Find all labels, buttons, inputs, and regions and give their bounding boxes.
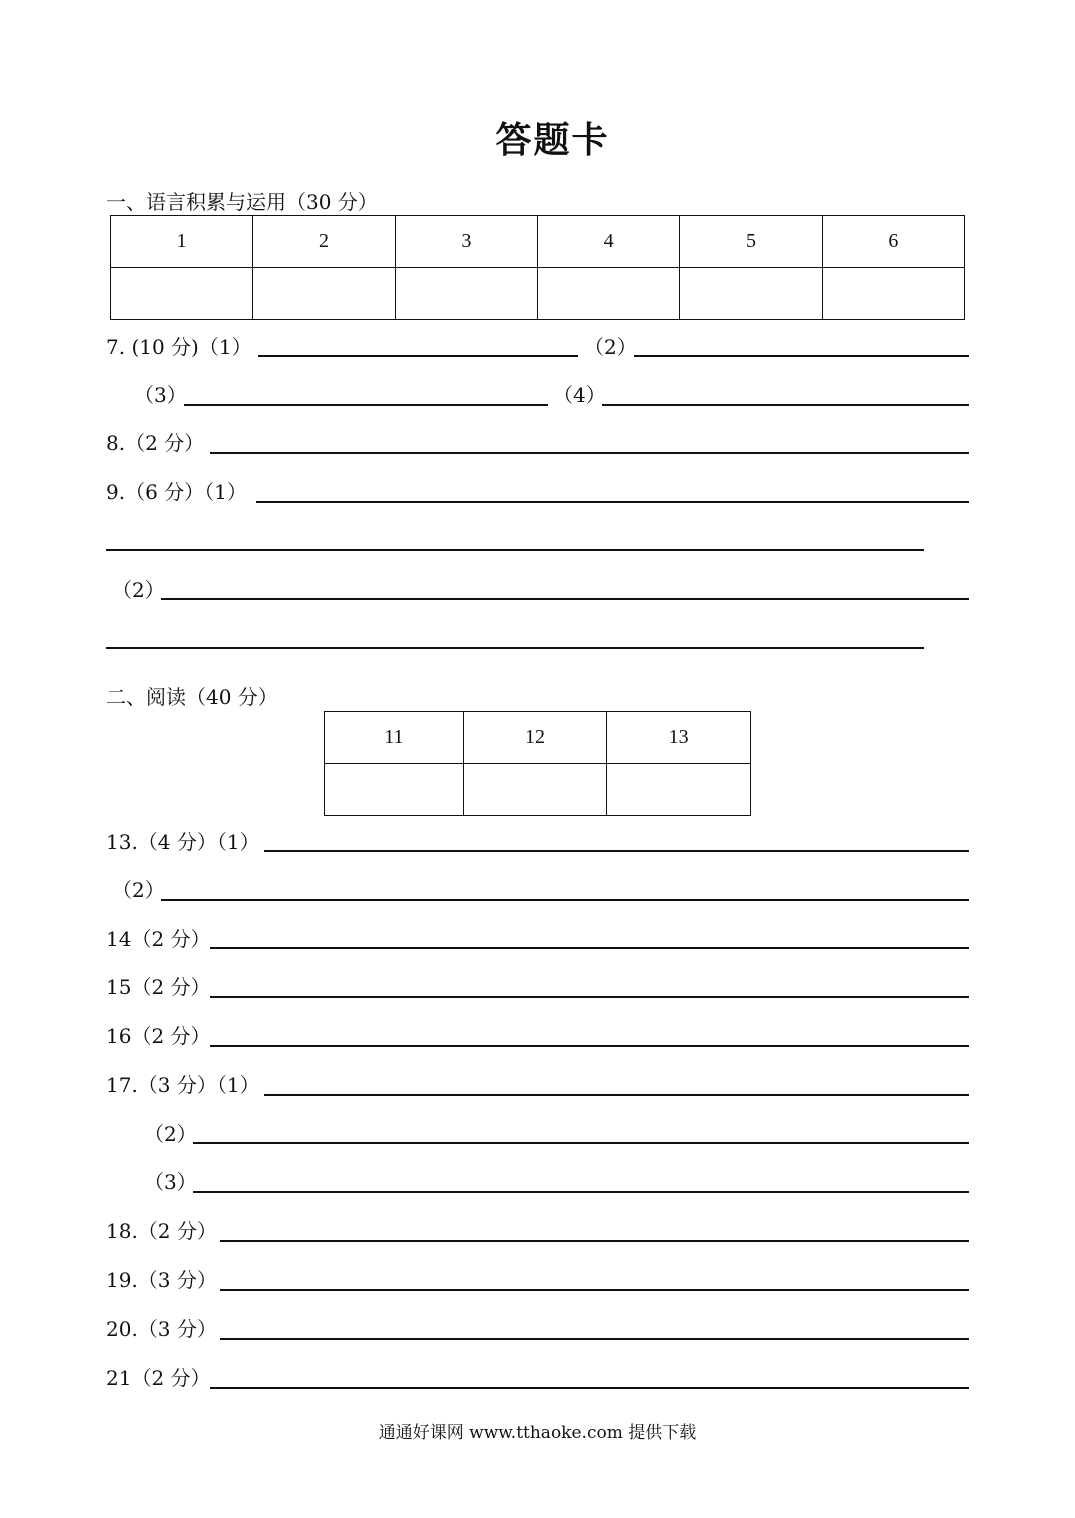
question-8-label: 8.（2 分） bbox=[106, 431, 205, 455]
answer-line-7-1[interactable] bbox=[258, 355, 578, 357]
answer-line-15[interactable] bbox=[210, 996, 969, 998]
question-13-label: 13.（4 分）（1） bbox=[106, 830, 260, 854]
answer-cell[interactable] bbox=[607, 764, 751, 816]
answer-line-18[interactable] bbox=[220, 1240, 969, 1242]
answer-line-8[interactable] bbox=[210, 452, 969, 454]
answer-line-20[interactable] bbox=[220, 1338, 969, 1340]
answer-line-19[interactable] bbox=[220, 1289, 969, 1291]
answer-line-17-3[interactable] bbox=[193, 1191, 969, 1193]
answer-line-7-2[interactable] bbox=[634, 355, 969, 357]
question-17-part-2-label: （2） bbox=[144, 1122, 197, 1146]
answer-line-7-4[interactable] bbox=[602, 404, 969, 406]
answer-line-9-1-cont[interactable] bbox=[106, 549, 924, 551]
question-7-part-4-label: （4） bbox=[553, 383, 606, 407]
question-15-label: 15（2 分） bbox=[106, 975, 211, 999]
table-header-cell: 2 bbox=[253, 216, 395, 268]
section-heading-reading: 二、阅读（40 分） bbox=[106, 685, 278, 709]
question-18-label: 18.（2 分） bbox=[106, 1219, 217, 1243]
table-header-cell: 3 bbox=[395, 216, 537, 268]
answer-line-13-2[interactable] bbox=[161, 899, 969, 901]
question-19-label: 19.（3 分） bbox=[106, 1268, 217, 1292]
answer-line-21[interactable] bbox=[210, 1387, 969, 1389]
choice-answer-table-2 bbox=[324, 711, 751, 816]
answer-cell[interactable] bbox=[253, 268, 395, 320]
answer-line-7-3[interactable] bbox=[184, 404, 548, 406]
table-header-cell: 4 bbox=[537, 216, 679, 268]
answer-line-14[interactable] bbox=[210, 947, 969, 949]
answer-cell[interactable] bbox=[537, 268, 679, 320]
answer-line-17-1[interactable] bbox=[264, 1094, 969, 1096]
table-header-cell: 13 bbox=[607, 712, 751, 764]
question-13-part-2-label: （2） bbox=[112, 878, 165, 902]
table-header-cell: 12 bbox=[463, 712, 607, 764]
question-7-part-2-label: （2） bbox=[584, 335, 637, 359]
table-header-cell: 6 bbox=[822, 216, 964, 268]
table-header-cell: 11 bbox=[325, 712, 464, 764]
answer-cell[interactable] bbox=[111, 268, 253, 320]
question-9-label: 9.（6 分）（1） bbox=[106, 480, 247, 504]
answer-line-13-1[interactable] bbox=[264, 850, 969, 852]
answer-cell[interactable] bbox=[680, 268, 822, 320]
answer-line-16[interactable] bbox=[210, 1045, 969, 1047]
answer-line-9-2[interactable] bbox=[161, 598, 969, 600]
question-9-part-2-label: （2） bbox=[112, 578, 165, 602]
question-7-label: 7. (10 分)（1） bbox=[106, 335, 252, 359]
question-14-label: 14（2 分） bbox=[106, 927, 211, 951]
question-17-part-3-label: （3） bbox=[144, 1170, 197, 1194]
question-7-part-3-label: （3） bbox=[134, 383, 187, 407]
footer-credit: 通通好课网 www.tthaoke.com 提供下载 bbox=[378, 1423, 697, 1443]
answer-line-17-2[interactable] bbox=[193, 1142, 969, 1144]
answer-cell[interactable] bbox=[822, 268, 964, 320]
choice-answer-table-1 bbox=[110, 215, 965, 320]
answer-cell[interactable] bbox=[325, 764, 464, 816]
answer-line-9-1[interactable] bbox=[256, 501, 969, 503]
answer-cell[interactable] bbox=[395, 268, 537, 320]
table-header-cell: 5 bbox=[680, 216, 822, 268]
question-21-label: 21（2 分） bbox=[106, 1366, 211, 1390]
answer-cell[interactable] bbox=[463, 764, 607, 816]
answer-line-9-2-cont[interactable] bbox=[106, 647, 924, 649]
page-title: 答题卡 bbox=[495, 120, 610, 161]
question-20-label: 20.（3 分） bbox=[106, 1317, 217, 1341]
section-heading-language: 一、语言积累与运用（30 分） bbox=[106, 190, 378, 214]
table-header-cell: 1 bbox=[111, 216, 253, 268]
question-16-label: 16（2 分） bbox=[106, 1024, 211, 1048]
question-17-label: 17.（3 分）（1） bbox=[106, 1073, 260, 1097]
